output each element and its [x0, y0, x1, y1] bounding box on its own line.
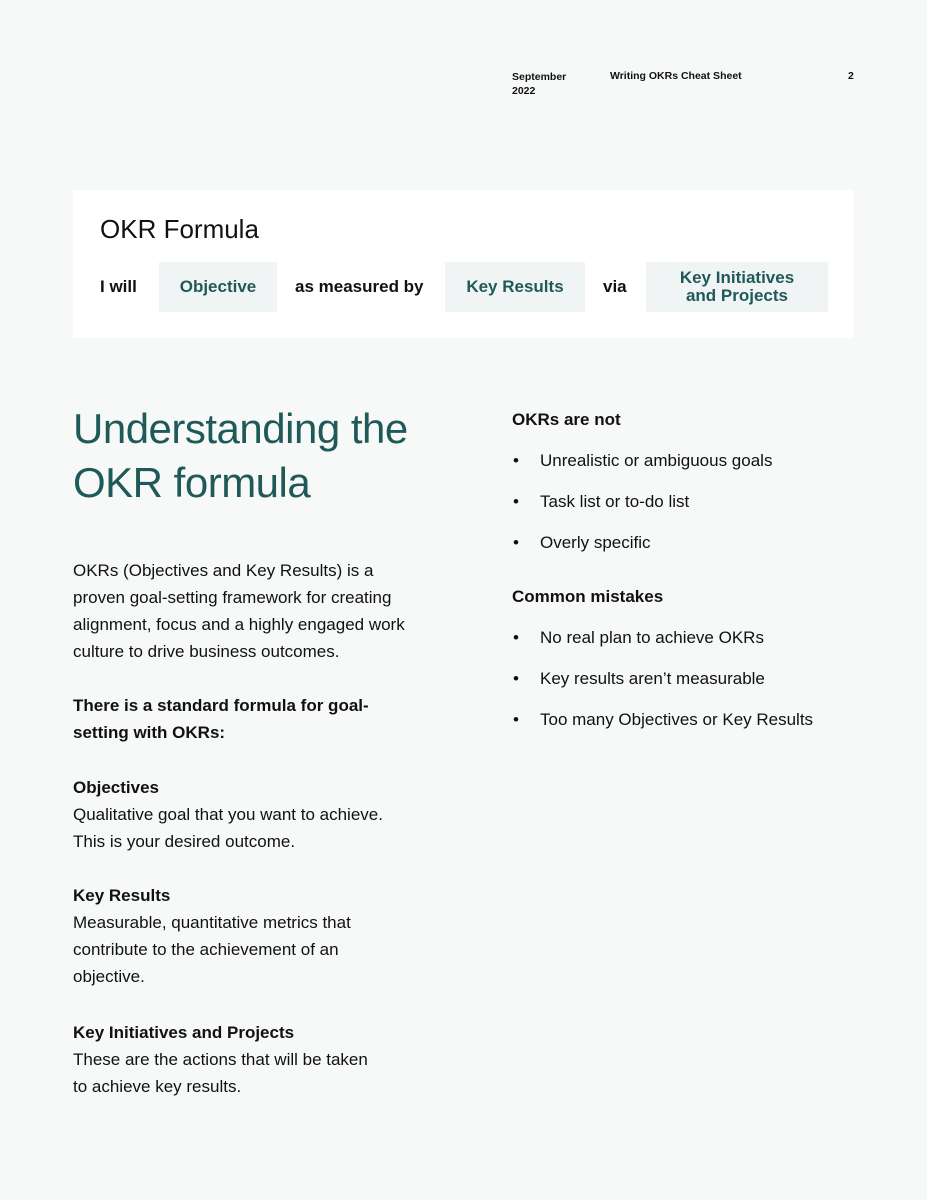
okrs-not-list [512, 447, 852, 570]
formula-word-i-will: I will [100, 277, 137, 296]
section-key-initiatives [73, 1019, 413, 1100]
bullet-glyph: • [513, 628, 519, 647]
bullet-glyph: • [513, 533, 519, 552]
formula-box-objective: Objective [159, 262, 277, 312]
header-page-number: 2 [848, 70, 854, 82]
section-heading: Key Initiatives and Projects [73, 1023, 295, 1042]
list-item: • Unrealistic or ambiguous goals [512, 447, 852, 488]
common-mistakes-list [512, 624, 852, 747]
list-item: • Task list or to-do list [512, 488, 852, 529]
header-date: September 2022 [512, 71, 567, 97]
common-mistakes-heading: Common mistakes [512, 587, 664, 606]
formula-box-initiatives: Key Initiatives and Projects [646, 262, 828, 312]
formula-word-via: via [603, 277, 627, 296]
header-doc-title: Writing OKRs Cheat Sheet [610, 70, 742, 82]
section-body: Qualitative goal that you want to achieve. This is your desired outcome. [73, 805, 383, 851]
formula-word-measured-by: as measured by [295, 277, 424, 296]
understanding-title: Understanding the OKR formula [73, 405, 408, 506]
section-key-results [73, 882, 413, 990]
intro-paragraph: OKRs (Objectives and Key Results) is a proven goal-setting framework for creating alignment, focus and a highly engaged work culture to drive business outcomes. [73, 561, 405, 661]
understanding-section [73, 402, 453, 1096]
section-body: These are the actions that will be taken to achieve key results. [73, 1050, 368, 1096]
list-item: • Key results aren’t measurable [512, 665, 852, 706]
formula-box-key-results: Key Results [445, 262, 585, 312]
section-objectives [73, 774, 413, 855]
bullet-glyph: • [513, 451, 519, 470]
section-body: Measurable, quantitative metrics that contribute to the achievement of an objective. [73, 913, 351, 986]
list-item: • Overly specific [512, 529, 852, 570]
bullet-glyph: • [513, 669, 519, 688]
section-heading: Key Results [73, 886, 171, 905]
section-heading: Objectives [73, 778, 159, 797]
list-item: • Too many Objectives or Key Results [512, 706, 852, 747]
okrs-not-heading: OKRs are not [512, 410, 621, 429]
okr-formula-card [73, 190, 854, 338]
list-item: • No real plan to achieve OKRs [512, 624, 852, 665]
formula-title: OKR Formula [100, 214, 259, 244]
bullet-glyph: • [513, 492, 519, 511]
standard-formula-text: There is a standard formula for goal-setting with OKRs: [73, 696, 369, 742]
bullet-glyph: • [513, 710, 519, 729]
